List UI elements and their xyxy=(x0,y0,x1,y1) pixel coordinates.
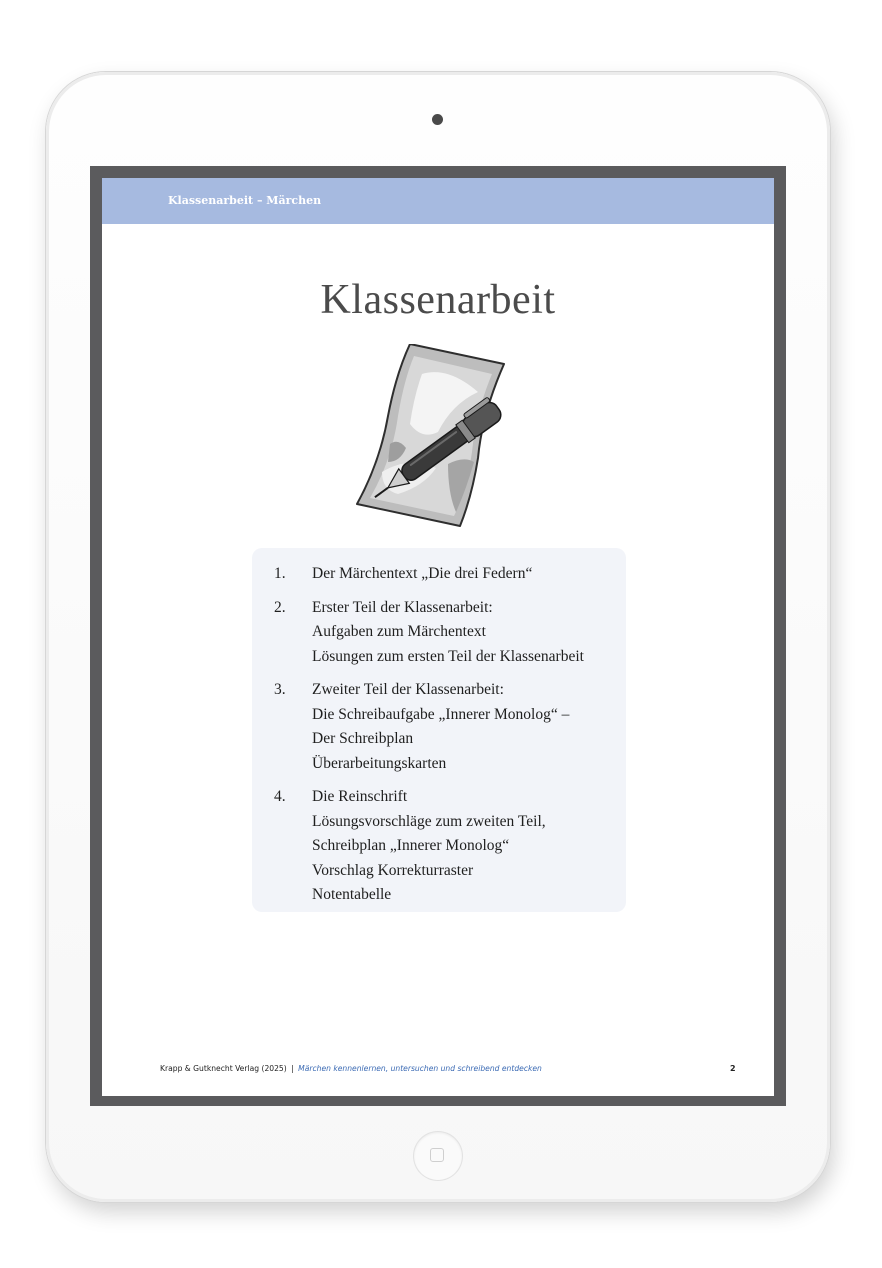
tablet-device xyxy=(46,72,830,1202)
toc-line: Notentabelle xyxy=(312,886,392,903)
toc-line: Vorschlag Korrekturraster xyxy=(312,861,474,879)
toc-line: Überarbeitungskarten xyxy=(312,754,447,772)
table-of-contents xyxy=(252,548,626,912)
toc-number: 1. xyxy=(274,565,286,582)
page-number: 2 xyxy=(730,1064,736,1073)
home-square-icon xyxy=(430,1148,444,1162)
toc-line: Die Reinschrift xyxy=(312,788,408,805)
toc-number: 4. xyxy=(274,788,286,805)
home-button[interactable] xyxy=(414,1132,462,1180)
header-bar xyxy=(102,178,774,224)
page-footer xyxy=(160,1064,740,1073)
toc-line: Aufgaben zum Märchentext xyxy=(312,623,486,640)
footer-publisher: Krapp & Gutknecht Verlag (2025) xyxy=(160,1064,287,1073)
toc-line: Erster Teil der Klassenarbeit: xyxy=(312,598,493,616)
footer-separator: | xyxy=(291,1064,294,1073)
header-title: Klassenarbeit – Märchen xyxy=(168,194,322,207)
camera-icon xyxy=(432,114,443,125)
toc-number: 3. xyxy=(274,681,286,698)
toc-number: 2. xyxy=(274,598,286,616)
toc-line: Der Märchentext „Die drei Federn“ xyxy=(312,565,533,582)
toc-line: Zweiter Teil der Klassenarbeit: xyxy=(312,681,504,698)
toc-line: Schreibplan „Innerer Monolog“ xyxy=(312,837,510,854)
paper-and-fountain-pen-icon xyxy=(352,344,528,530)
toc-line: Lösungsvorschläge zum zweiten Teil, xyxy=(312,812,546,830)
toc-item[interactable] xyxy=(274,785,619,908)
screen-bezel xyxy=(90,166,786,1106)
toc-line: Der Schreibplan xyxy=(312,730,414,747)
toc-item[interactable] xyxy=(274,678,619,776)
page-title: Klassenarbeit xyxy=(320,277,556,323)
document-page[interactable] xyxy=(102,178,774,1096)
toc-item[interactable] xyxy=(274,596,619,670)
toc-line: Die Schreibaufgabe „Innerer Monolog“ – xyxy=(312,705,570,723)
footer-subtitle: Märchen kennenlernen, untersuchen und schreibend entdecken xyxy=(298,1064,542,1073)
toc-item[interactable] xyxy=(274,562,619,587)
toc-line: Lösungen zum ersten Teil der Klassenarbeit xyxy=(312,647,584,665)
